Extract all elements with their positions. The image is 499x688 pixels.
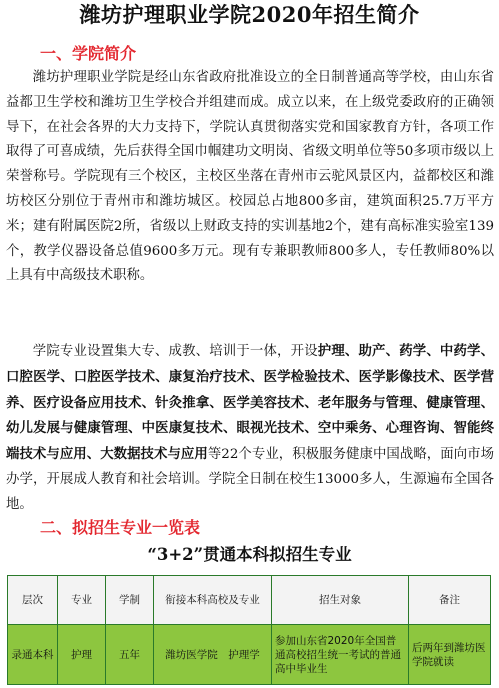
majors-paragraph: [6, 339, 494, 518]
header-target-students: 招生对象: [272, 576, 409, 625]
table-title: “3+2”贯通本科拟招生专业: [147, 545, 352, 564]
cell-partner-university: 潍坊医学院 护理学: [154, 625, 272, 685]
cell-major: 护理: [58, 625, 106, 685]
table-header-row: [8, 576, 491, 625]
header-major: 专业: [58, 576, 106, 625]
header-partner-university: 衔接本科高校及专业: [154, 576, 272, 625]
majors-intro-text: 学院专业设置集大专、成教、培训于一体，开设: [32, 344, 318, 359]
page-title: 潍坊护理职业学院2020年招生简介: [79, 2, 420, 27]
section-heading-intro: 一、学院简介: [40, 44, 137, 63]
majors-list: 护理、助产、药学、中药学、口腔医学、口腔医学技术、康复治疗技术、医学检验技术、医学影像技术、医学营养、医疗设备应用技术、针灸推拿、医学美容技术、老年服务与管理、健康管理、幼儿发展与健康管理、中医康复技术、眼视光技术、空中乘务、心理咨询、智能终端技术与应用、大数据技术与应用: [6, 343, 495, 463]
intro-paragraph: 潍坊护理职业学院是经山东省政府批准设立的全日制普通高等学校，由山东省益都卫生学校和潍坊卫生学校合并组建而成。成立以来，在上级党委政府的正确领导下，在社会各界的大力支持下，学院认真贯彻落实党和国家教育方针，各项工作取得了可喜成绩，先后获得全国巾帼建功文明岗、省级文明单位等50多项市级以上荣誉称号。学院现有三个校区，主校区坐落在青州市云驼风景区内，益都校区和潍坊校区分别位于青州市和潍坊城区。校园总占地800多亩，建筑面积25.7万平方米；建有附属医院2所，省级以上财政支持的实训基地2个，建有高标准实验室139个，教学仪器设备总值9600多万元。现有专兼职教师800多人，专任教师80%以上具有中高级技术职称。: [6, 70, 494, 284]
cell-duration: 五年: [106, 625, 154, 685]
cell-target-students: 参加山东省2020年全国普通高校招生统一考试的普通高中毕业生: [272, 625, 409, 685]
enrollment-table: [7, 575, 491, 685]
majors-outro-text: 等22个专业，积极服务健康中国战略，面向市场办学，开展成人教育和社会培训。学院全日制在校生13000多人，生源遍布全国各地。: [6, 447, 494, 512]
header-remarks: 备注: [409, 576, 491, 625]
cell-level: 录通本科: [8, 625, 58, 685]
section-heading-majors: 二、拟招生专业一览表: [40, 518, 201, 537]
header-level: 层次: [8, 576, 58, 625]
table-row: [8, 625, 491, 685]
header-duration: 学制: [106, 576, 154, 625]
cell-remarks: 后两年到潍坊医学院就读: [409, 625, 491, 685]
